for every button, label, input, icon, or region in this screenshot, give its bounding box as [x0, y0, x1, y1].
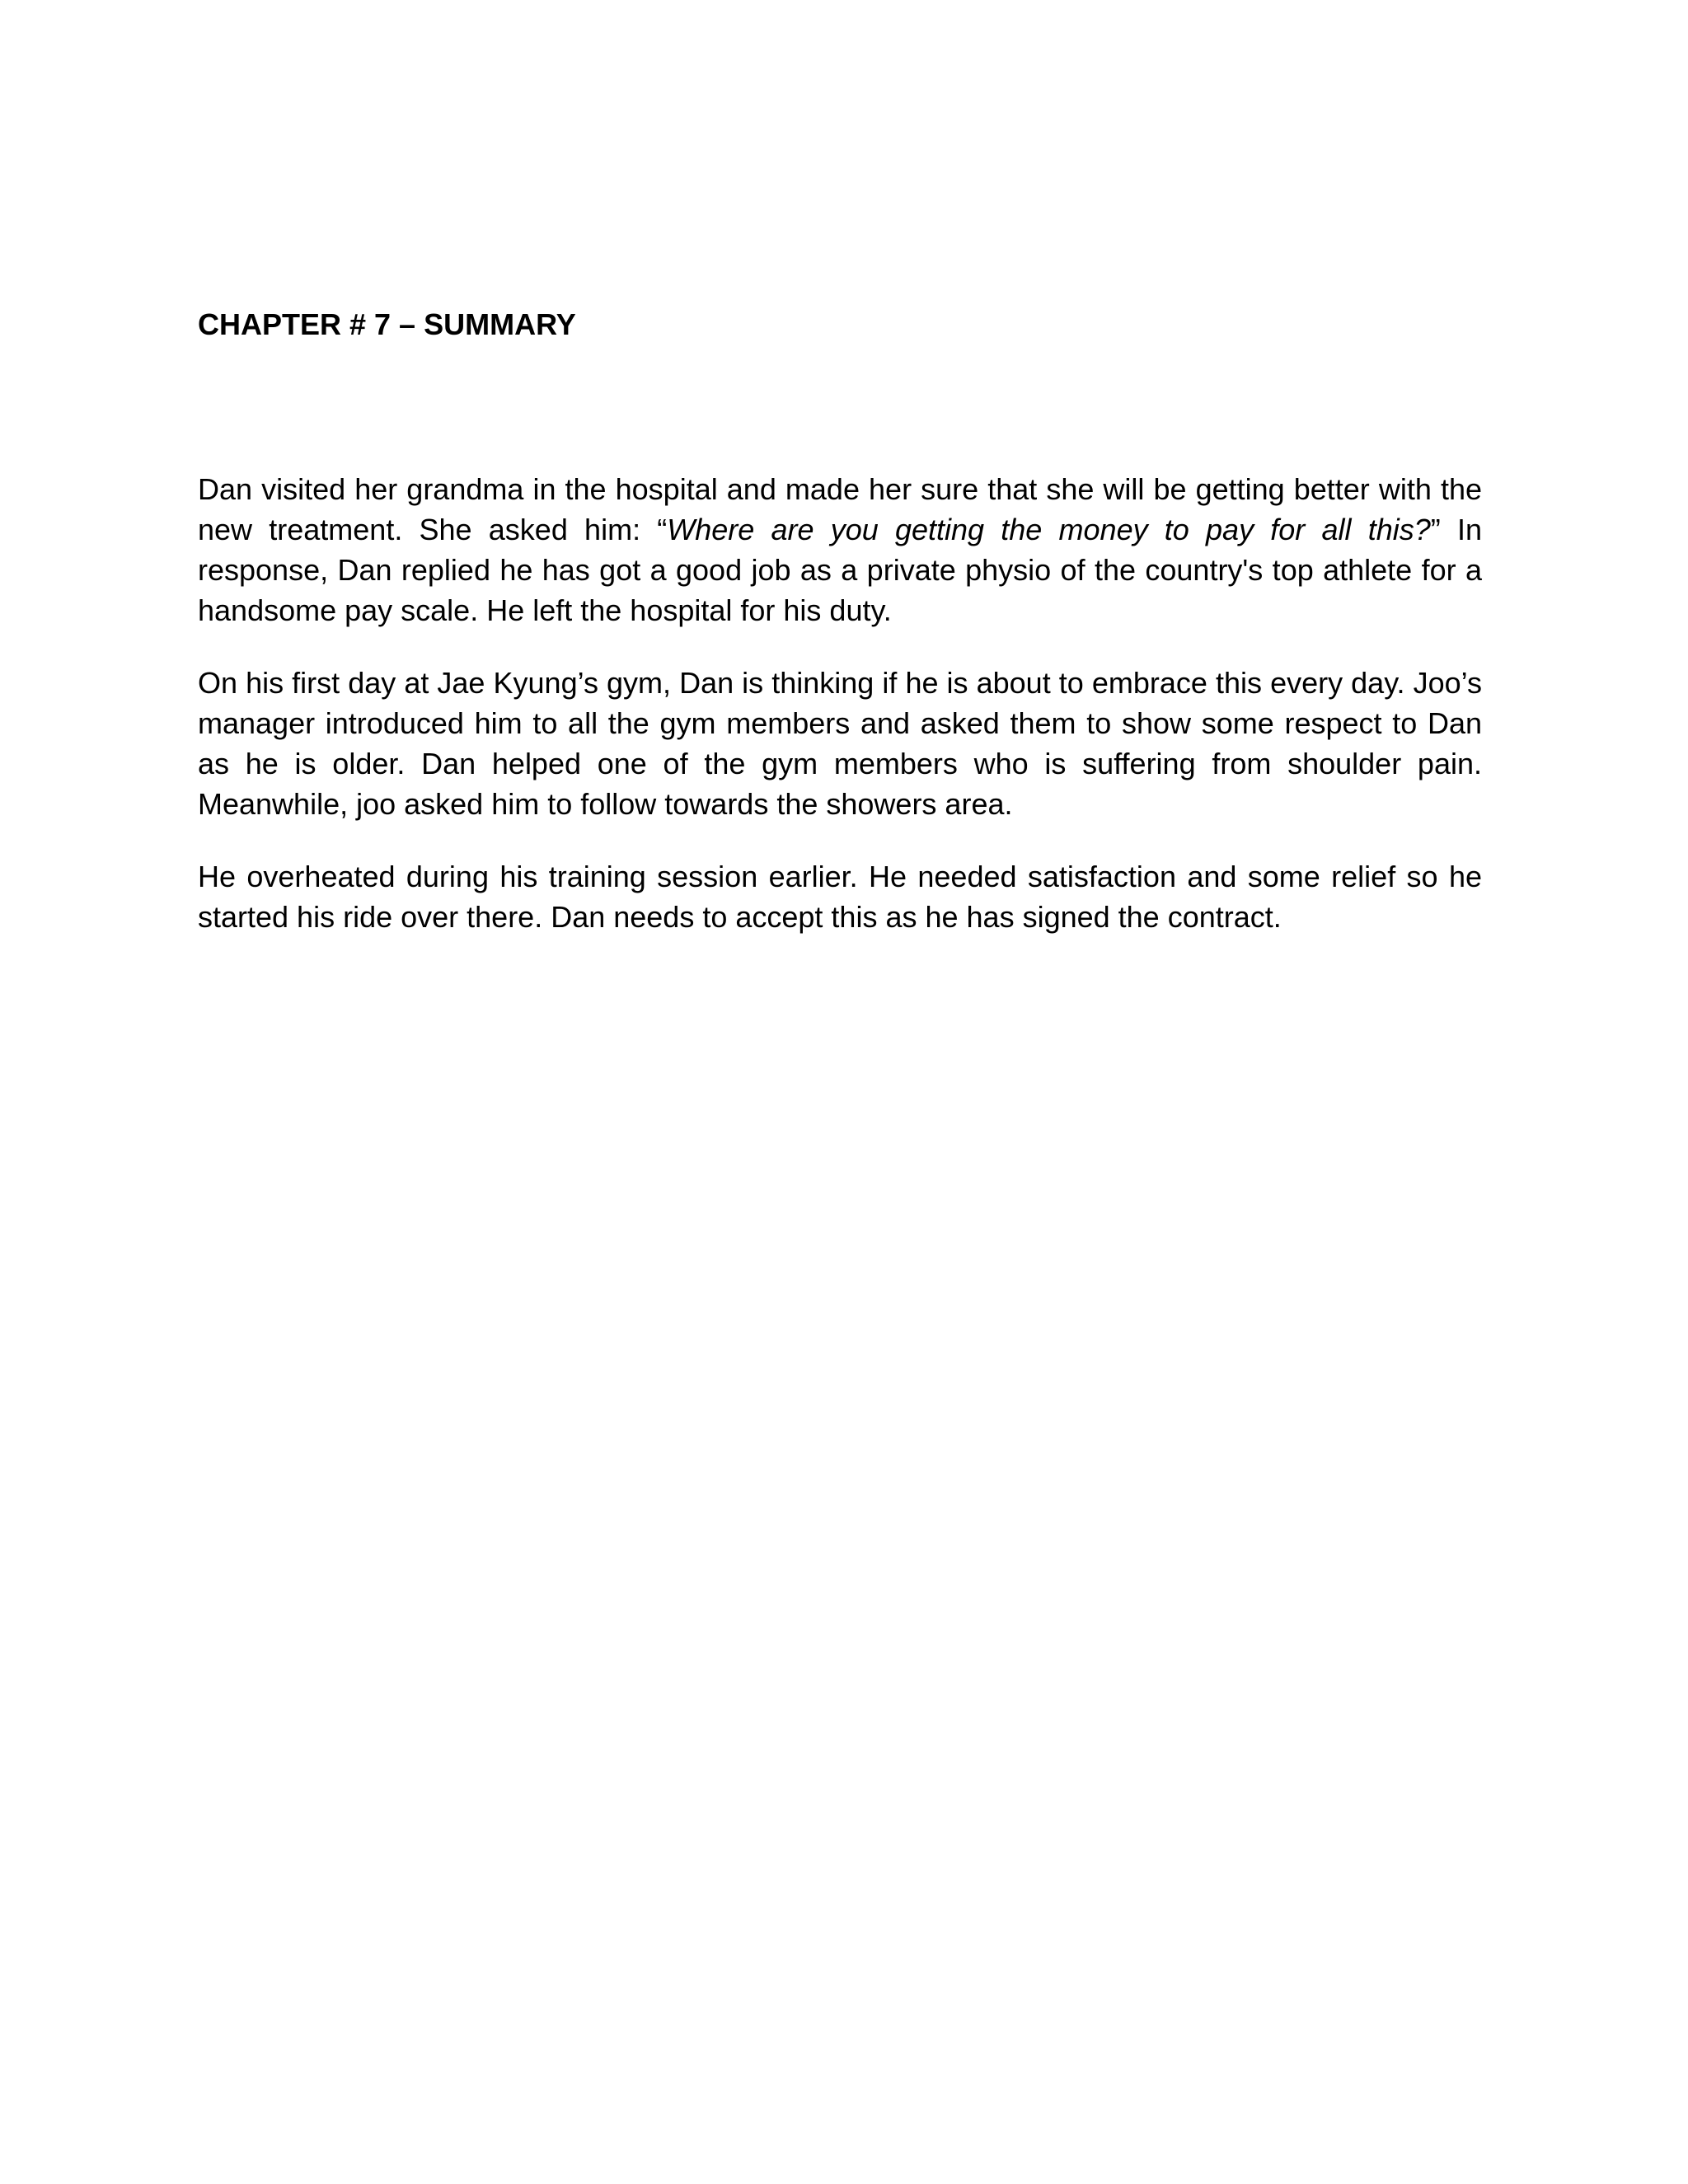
grandma-question-quote: Where are you getting the money to pay for all this? [667, 513, 1431, 546]
chapter-title: CHAPTER # 7 – SUMMARY [198, 307, 576, 341]
paragraph-1-response: ” In response, Dan replied he has got a good job as a private physio of the country's top athlete for a handsome pay scale. He left the hospital for his duty. [198, 513, 1482, 627]
summary-body [198, 469, 1482, 937]
summary-paragraph-2: On his first day at Jae Kyung’s gym, Dan is thinking if he is about to embrace this every day. Joo’s manager introduced him to all the gym members and asked them to show some respect to Dan as he is older. Dan helped one of the gym members who is suffering from shoulder pain. Meanwhile, joo asked him to follow towards the showers area. [198, 666, 1482, 821]
summary-paragraph-1 [198, 469, 1482, 630]
summary-paragraph-3: He overheated during his training session earlier. He needed satisfaction and some relief so he started his ride over there. Dan needs to accept this as he has signed the contract. [198, 860, 1482, 934]
paragraph-1-intro: Dan visited her grandma in the hospital and made her sure that she will be getting better with the new treatment. She asked him: “ [198, 472, 1482, 546]
document-content [198, 305, 1482, 969]
